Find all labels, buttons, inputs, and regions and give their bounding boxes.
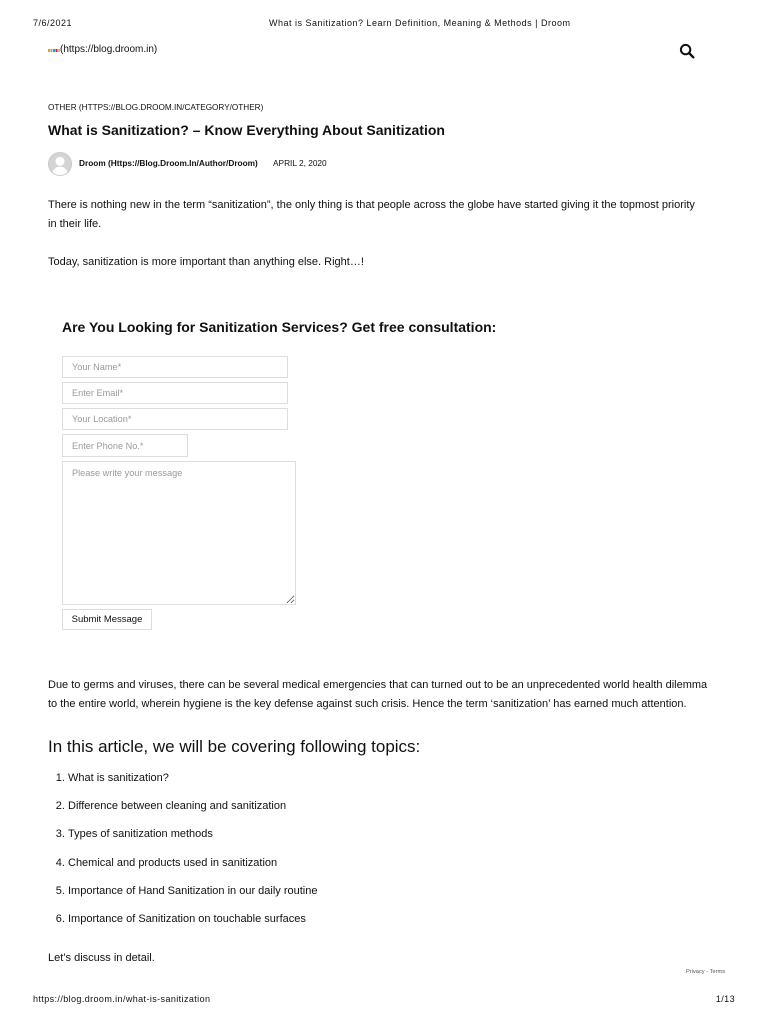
intro-paragraph: Today, sanitization is more important than anything else. Right…! bbox=[48, 256, 364, 268]
home-link[interactable] bbox=[48, 44, 157, 56]
print-page-number: 1/13 bbox=[715, 994, 735, 1004]
phone-field[interactable] bbox=[62, 434, 188, 457]
author-link[interactable]: Droom (Https://Blog.Droom.In/Author/Droom) bbox=[79, 158, 258, 168]
list-item: 3. Types of sanitization methods bbox=[68, 825, 317, 844]
topics-heading: In this article, we will be covering following topics: bbox=[48, 737, 421, 756]
search-icon bbox=[679, 43, 695, 59]
recaptcha-separator: - bbox=[706, 969, 709, 975]
search-button[interactable] bbox=[679, 43, 695, 59]
list-item: 4. Chemical and products used in sanitization bbox=[68, 854, 317, 873]
print-page-title: What is Sanitization? Learn Definition, Meaning & Methods | Droom bbox=[269, 18, 571, 28]
list-item: 2. Difference between cleaning and sanitization bbox=[68, 797, 317, 816]
avatar-icon bbox=[48, 152, 72, 176]
body-paragraph: Due to germs and viruses, there can be several medical emergencies that can turned out to be an unprecedented world health dilemma to the entire world, wherein hygiene is the key defense against such crisis. Hence the term ‘sanitization’ has earned much attention. bbox=[48, 679, 708, 710]
location-field[interactable] bbox=[62, 408, 288, 430]
post-title: What is Sanitization? – Know Everything About Sanitization bbox=[48, 122, 445, 138]
list-item: 5. Importance of Hand Sanitization in our daily routine bbox=[68, 882, 317, 901]
email-field[interactable] bbox=[62, 382, 288, 404]
submit-button[interactable]: Submit Message bbox=[62, 609, 152, 630]
form-heading: Are You Looking for Sanitization Services? Get free consultation: bbox=[62, 319, 497, 335]
list-item: 6. Importance of Sanitization on touchable surfaces bbox=[68, 910, 317, 929]
print-date: 7/6/2021 bbox=[33, 18, 73, 28]
recaptcha-links bbox=[686, 968, 725, 976]
post-date: APRIL 2, 2020 bbox=[273, 158, 327, 168]
privacy-link[interactable]: Privacy bbox=[686, 969, 705, 975]
topics-list bbox=[48, 769, 317, 939]
terms-link[interactable]: Terms bbox=[709, 969, 726, 975]
home-link-text: (https://blog.droom.in) bbox=[60, 44, 158, 55]
message-field[interactable] bbox=[62, 461, 296, 605]
intro-paragraph: There is nothing new in the term “sanitization”, the only thing is that people across the globe have started giving it the topmost priority in their life. bbox=[48, 199, 695, 230]
category-link[interactable]: OTHER (HTTPS://BLOG.DROOM.IN/CATEGORY/OTHER) bbox=[48, 103, 264, 112]
closing-paragraph: Let’s discuss in detail. bbox=[48, 951, 155, 964]
droom-logo bbox=[48, 48, 60, 53]
list-item: 1. What is sanitization? bbox=[68, 769, 317, 788]
name-field[interactable] bbox=[62, 356, 288, 378]
print-url: https://blog.droom.in/what-is-sanitization bbox=[33, 994, 211, 1004]
